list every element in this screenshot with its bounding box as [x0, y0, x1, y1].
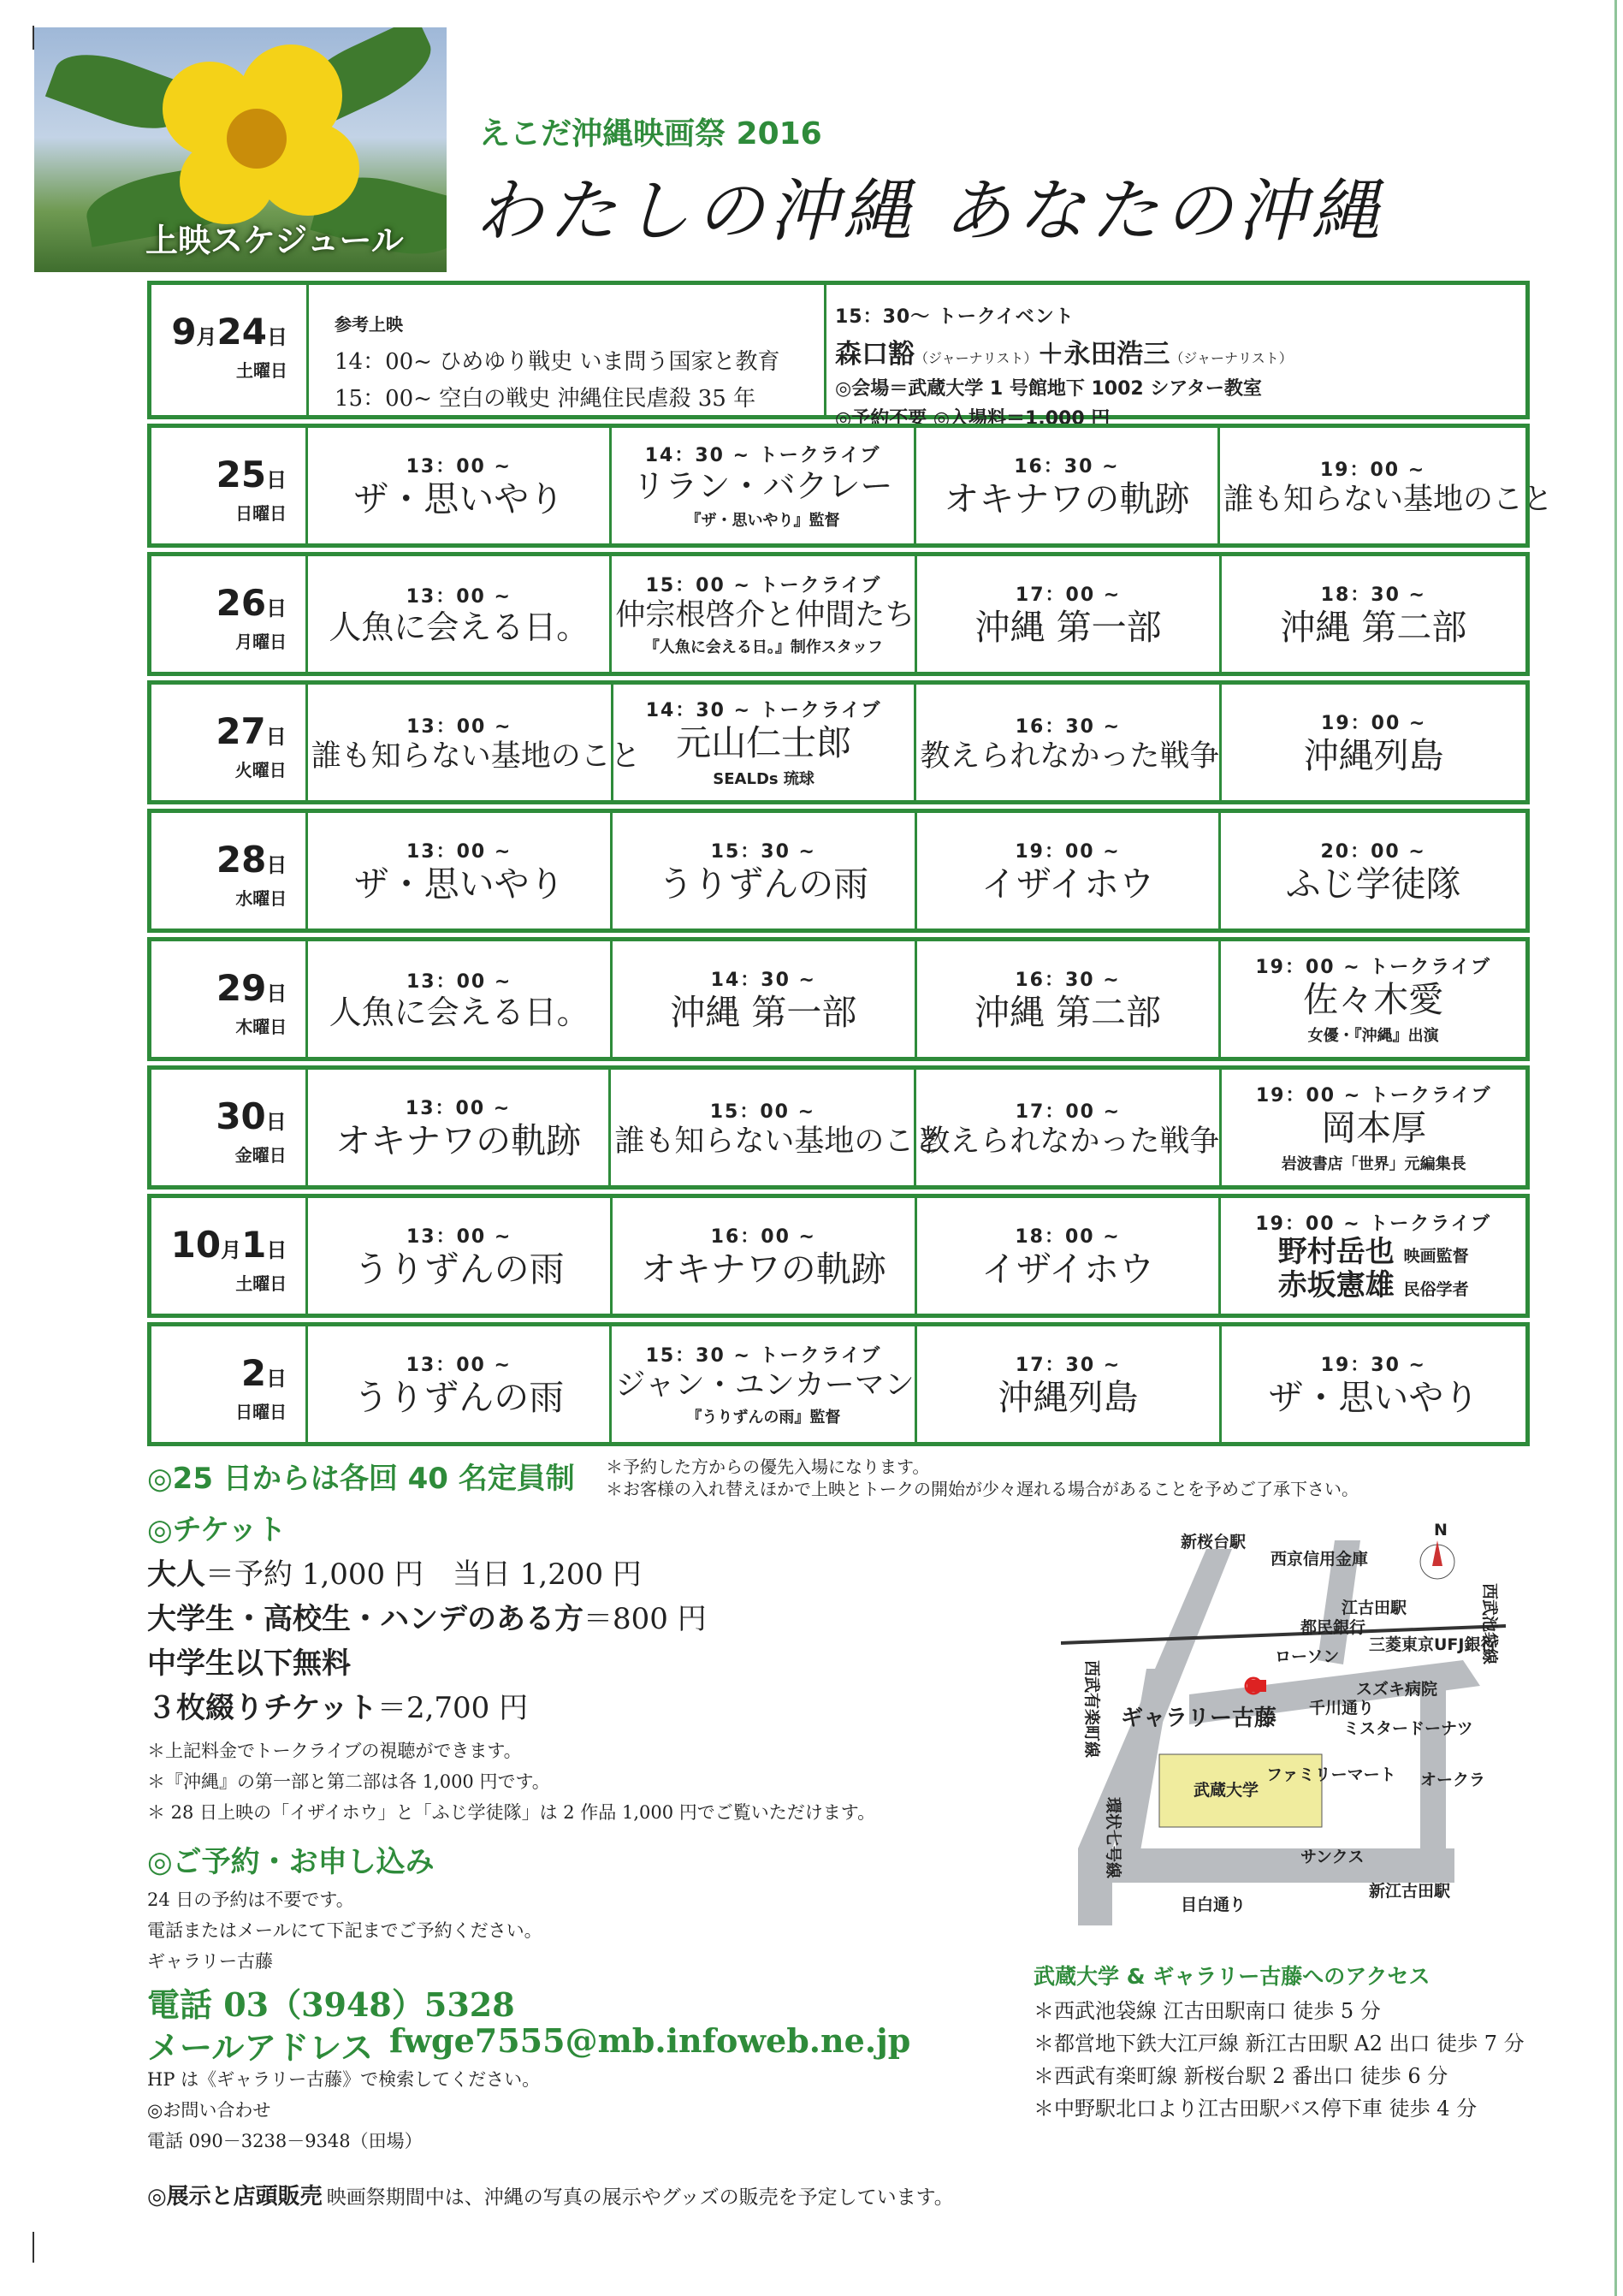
- inquiry-phone: 電話 090－3238－9348（田場）: [147, 2131, 423, 2151]
- tickets-heading: ◎チケット: [147, 1513, 287, 1547]
- event-time: 15：30～ トークイベント: [835, 306, 1075, 328]
- inquiry-label: ◎お問い合わせ: [147, 2100, 271, 2121]
- schedule-row: [147, 552, 1530, 676]
- screening-time: 19：00 ~ トークライブ: [1255, 1213, 1491, 1235]
- gallery-marker-box: [1247, 1680, 1266, 1692]
- screening-title: 教えられなかった戦争: [920, 739, 1220, 774]
- email-address[interactable]: fwge7555@mb.infoweb.ne.jp: [389, 2021, 911, 2060]
- screening-time: 13：00 ~: [406, 1355, 512, 1377]
- weekday-label: 土曜日: [235, 1273, 287, 1294]
- screening-slot: [917, 813, 1222, 928]
- date-number: 26日: [216, 582, 287, 624]
- screening-title: ジャン・ユンカーマン: [615, 1368, 915, 1403]
- ref-line: 14：00~ ひめゆり戦史 いま問う国家と教育: [335, 349, 780, 375]
- header-image: [34, 27, 447, 272]
- screening-time: 16：00 ~: [710, 1226, 816, 1249]
- screening-slot: [612, 556, 917, 672]
- screening-time: 15：00 ~: [709, 1101, 816, 1123]
- map-label-lawson: ローソン: [1275, 1647, 1340, 1666]
- screening-time: 13：00 ~: [406, 456, 512, 478]
- adult-price: 大人＝予約 1,000 円 当日 1,200 円: [147, 1557, 642, 1592]
- screening-note: SEALDs 琉球: [713, 769, 814, 788]
- screening-time: 13：00 ~: [406, 1226, 512, 1249]
- capacity-heading: ◎25 日からは各回 40 名定員制: [147, 1462, 575, 1496]
- weekday-label: 金曜日: [234, 1145, 287, 1166]
- screening-time: 18：00 ~: [1015, 1226, 1121, 1249]
- map-label-tokyo-bank: 都民銀行: [1300, 1618, 1366, 1637]
- screening-note: 女優・『沖縄』出演: [1307, 1026, 1439, 1045]
- screening-note: 『うりずんの雨』監督: [686, 1409, 841, 1427]
- talk-speaker: 野村岳也 映画監督: [1277, 1234, 1469, 1269]
- screening-slot: [1222, 1326, 1525, 1442]
- screening-title: ザ・思いやり: [1268, 1377, 1479, 1419]
- screening-slot: [1222, 556, 1525, 672]
- student-price: 大学生・高校生・ハンデのある方＝800 円: [147, 1602, 707, 1636]
- reservation-line: 電話またはメールにて下記までご予約ください。: [147, 1920, 542, 1941]
- screening-time: 14：30 ~ トークライブ: [645, 700, 882, 722]
- screening-time: 19：00 ~: [1319, 459, 1426, 481]
- schedule-row: [147, 1322, 1530, 1446]
- map-label-mejiro: 目白通り: [1181, 1896, 1247, 1914]
- weekday-label: 土曜日: [236, 360, 287, 381]
- screening-title: 人魚に会える日。: [329, 994, 589, 1032]
- screening-time: 15：00 ~ トークライブ: [645, 574, 882, 596]
- exhibit-label: ◎展示と店頭販売: [147, 2184, 323, 2210]
- map-label-familymart: ファミリーマート: [1266, 1765, 1396, 1784]
- map-label-seibu-ikebukuro: 西武池袋線: [1480, 1583, 1499, 1665]
- email-label: メールアドレス: [147, 2028, 374, 2067]
- reservation-line: ギャラリー古藤: [147, 1951, 273, 1972]
- screening-slot: [917, 1326, 1221, 1442]
- schedule-row: [147, 680, 1530, 804]
- weekday-label: 日曜日: [235, 1402, 287, 1422]
- ref-line: 15：00~ 空白の戦史 沖縄住民虐殺 35 年: [335, 386, 756, 412]
- screening-title: オキナワの軌跡: [335, 1120, 582, 1162]
- access-title: 武蔵大学 & ギャラリー古藤へのアクセス: [1034, 1964, 1430, 1989]
- screening-title: 沖縄 第一部: [974, 607, 1162, 649]
- screening-slot: [308, 1326, 612, 1442]
- screening-title: リラン・バクレー: [632, 467, 893, 506]
- screening-slot: [611, 1070, 945, 1185]
- screening-time: 19：30 ~: [1320, 1355, 1426, 1377]
- date-number: 28日: [216, 839, 287, 881]
- ticket-note: ＊『沖縄』の第一部と第二部は各 1,000 円です。: [147, 1771, 550, 1792]
- screening-time: 19：00 ~ トークライブ: [1255, 957, 1491, 979]
- screening-note: 『ザ・思いやり』監督: [685, 511, 840, 530]
- screening-title: 沖縄 第二部: [1280, 607, 1467, 649]
- screening-title: 人魚に会える日。: [329, 608, 589, 647]
- date-number: 9月24日: [171, 311, 287, 353]
- screening-slot: [917, 556, 1221, 672]
- screening-title: ザ・思いやり: [353, 478, 565, 520]
- set-ticket: ３枚綴りチケット＝2,700 円: [147, 1691, 529, 1725]
- map-label-okura: オークラ: [1420, 1771, 1486, 1789]
- screening-slot: [916, 1070, 1222, 1185]
- date-cell: [151, 556, 308, 672]
- screening-title: 沖縄 第一部: [670, 992, 857, 1034]
- junior-free: 中学生以下無料: [147, 1646, 351, 1681]
- screening-time: 19：00 ~: [1015, 841, 1121, 863]
- talk-speaker: 赤坂憲雄 民俗学者: [1277, 1268, 1469, 1302]
- reservation-line: 24 日の予約は不要です。: [147, 1890, 354, 1910]
- compass-north-label: N: [1434, 1523, 1448, 1540]
- access-line: ＊中野駅北口より江古田駅バス停下車 徒歩 4 分: [1034, 2097, 1478, 2121]
- screening-slot: [917, 941, 1222, 1057]
- map-label-suzuki: スズキ病院: [1356, 1680, 1438, 1699]
- access-line: ＊西武池袋線 江古田駅南口 徒歩 5 分: [1034, 1999, 1381, 2023]
- screening-slot: [1222, 685, 1525, 800]
- screening-slot: [308, 1198, 613, 1314]
- map-label-seibu-bank: 西京信用金庫: [1271, 1550, 1369, 1569]
- map-label-musashi: 武蔵大学: [1194, 1781, 1259, 1800]
- screening-time: 15：30 ~ トークライブ: [645, 1344, 882, 1367]
- screening-title: うりずんの雨: [353, 1377, 565, 1419]
- reservation-heading: ◎ご予約・お申し込み: [147, 1845, 435, 1879]
- screening-title: イザイホウ: [980, 863, 1155, 905]
- weekday-label: 火曜日: [234, 760, 287, 780]
- screening-slot: [308, 941, 613, 1057]
- homepage-note: HP は《ギャラリー古藤》で検索してください。: [147, 2069, 541, 2090]
- date-cell: [151, 941, 308, 1057]
- schedule-row: [147, 424, 1554, 548]
- screening-slot: [1222, 1070, 1525, 1185]
- screening-title: イザイホウ: [980, 1249, 1155, 1290]
- screening-title: 佐々木愛: [1303, 979, 1444, 1021]
- map-label-sunkus: サンクス: [1300, 1848, 1365, 1866]
- schedule-row-24: [147, 281, 1530, 430]
- ref-label: 参考上映: [335, 314, 403, 335]
- date-cell: [151, 1326, 308, 1442]
- ticket-note: ＊上記料金でトークライブの視聴ができます。: [147, 1741, 522, 1761]
- exhibit-text: 映画祭期間中は、沖縄の写真の展示やグッズの販売を予定しています。: [326, 2186, 954, 2209]
- schedule-row: [147, 937, 1530, 1061]
- screening-slot: [916, 685, 1222, 800]
- exhibit-line: [147, 2179, 954, 2210]
- weekday-label: 月曜日: [235, 632, 287, 652]
- reference-screening: [309, 285, 826, 415]
- screening-title: 教えられなかった戦争: [920, 1124, 1220, 1159]
- screening-time: 20：00 ~: [1320, 841, 1426, 863]
- screening-slot: [612, 428, 915, 543]
- screening-time: 17：00 ~: [1015, 1101, 1122, 1123]
- date-cell: [151, 1070, 308, 1185]
- screening-title: ふじ学徒隊: [1285, 863, 1461, 905]
- flower-center: [227, 109, 287, 169]
- screening-title: 誰も知らない基地のこと: [614, 1124, 945, 1159]
- screening-time: 14：30 ~ トークライブ: [644, 445, 881, 467]
- schedule-row: [147, 1194, 1530, 1318]
- map-label-kanshichi: 環状七号線: [1104, 1797, 1122, 1879]
- screening-note: 『人魚に会える日。』制作スタッフ: [643, 638, 883, 657]
- schedule-row: [147, 1065, 1530, 1190]
- screening-slot: [308, 428, 612, 543]
- screening-title: 沖縄 第二部: [974, 992, 1162, 1034]
- screening-time: 17：30 ~: [1015, 1355, 1122, 1377]
- screening-title: 誰も知らない基地のこと: [1223, 482, 1554, 517]
- map-label-mister-donut: ミスタードーナツ: [1343, 1719, 1473, 1738]
- access-line: ＊都営地下鉄大江戸線 新江古田駅 A2 出口 徒歩 7 分: [1034, 2032, 1525, 2056]
- screening-slot: [613, 941, 917, 1057]
- date-cell: [151, 813, 308, 928]
- screening-slot: [916, 428, 1220, 543]
- screening-slot: [1221, 813, 1525, 928]
- screening-title: うりずんの雨: [658, 863, 869, 905]
- talk-event: [826, 285, 1525, 430]
- venue-info: ◎会場＝武蔵大学 1 号館地下 1002 シアター教室: [835, 378, 1262, 400]
- festival-name: えこだ沖縄映画祭 2016: [479, 116, 822, 151]
- date-cell: [151, 685, 308, 800]
- speaker-role: （ジャーナリスト）: [1170, 350, 1293, 366]
- screening-time: 16：30 ~: [1015, 715, 1122, 738]
- festival-subtitle: わたしの沖縄 あなたの沖縄: [475, 171, 1385, 251]
- screening-title: 元山仁士郎: [676, 722, 852, 764]
- screening-slot: [613, 685, 917, 800]
- access-map: [1061, 1523, 1506, 1934]
- booking-info: ◎予約不要 ◎入場料＝1,000 円: [835, 408, 1111, 430]
- weekday-label: 木曜日: [235, 1017, 287, 1037]
- screening-title: 仲宗根啓介と仲間たち: [615, 597, 915, 632]
- weekday-label: 日曜日: [235, 503, 287, 524]
- date-number: 2日: [240, 1352, 287, 1394]
- screening-time: 18：30 ~: [1320, 584, 1426, 607]
- phone-number: 電話 03（3948）5328: [147, 1985, 515, 2024]
- screening-title: 沖縄列島: [1303, 735, 1444, 777]
- screening-slot: [1220, 428, 1554, 543]
- access-line: ＊西武有楽町線 新桜台駅 2 番出口 徒歩 6 分: [1034, 2064, 1448, 2088]
- speaker-name: 森口豁: [835, 339, 915, 370]
- date-number: 10月1日: [170, 1224, 287, 1266]
- plus-sign: ＋: [1037, 339, 1064, 370]
- screening-time: 14：30 ~: [710, 970, 816, 992]
- screening-time: 16：30 ~: [1014, 456, 1120, 478]
- screening-slot: [308, 556, 612, 672]
- date-number: 30日: [216, 1095, 287, 1137]
- screening-slot: [613, 813, 917, 928]
- screening-slot: [308, 813, 613, 928]
- map-label-gallery: ギャラリー古藤: [1121, 1706, 1277, 1731]
- screening-slot: [613, 1198, 917, 1314]
- screening-time: 13：00 ~: [405, 1098, 512, 1120]
- capacity-note: ＊予約した方からの優先入場になります。: [606, 1457, 930, 1477]
- screening-title: 岡本厚: [1321, 1107, 1427, 1149]
- screening-title: 沖縄列島: [998, 1377, 1139, 1419]
- screening-time: 15：30 ~: [710, 841, 816, 863]
- screening-time: 19：00 ~ トークライブ: [1255, 1085, 1492, 1107]
- screening-slot: [308, 1070, 612, 1185]
- screening-time: 13：00 ~: [406, 586, 512, 608]
- schedule-row: [147, 809, 1530, 933]
- map-label-shinsakuradai: 新桜台駅: [1181, 1533, 1247, 1551]
- screening-slot: [612, 1326, 917, 1442]
- date-number: 25日: [216, 454, 287, 495]
- crop-mark: [33, 2232, 34, 2263]
- screening-title: うりずんの雨: [353, 1249, 565, 1290]
- screening-time: 13：00 ~: [406, 971, 512, 994]
- speaker-role: （ジャーナリスト）: [915, 350, 1038, 366]
- date-number: 29日: [216, 967, 287, 1009]
- map-label-ekoda-station: 江古田駅: [1342, 1599, 1407, 1617]
- screening-title: オキナワの軌跡: [640, 1249, 886, 1290]
- image-caption: 上映スケジュール: [145, 222, 404, 259]
- screening-slot: [917, 1198, 1222, 1314]
- screening-title: 誰も知らない基地のこと: [311, 739, 641, 774]
- screening-slot: [1221, 1198, 1525, 1314]
- map-label-senkawa: 千川通り: [1309, 1699, 1375, 1718]
- screening-time: 19：00 ~: [1321, 713, 1427, 735]
- page-edge: [1614, 0, 1617, 2296]
- screening-time: 17：00 ~: [1015, 584, 1122, 607]
- weekday-label: 水曜日: [235, 888, 287, 909]
- screening-time: 16：30 ~: [1015, 970, 1121, 992]
- date-cell: [151, 1198, 308, 1314]
- map-label-mitsubishi: 三菱東京UFJ銀行: [1369, 1635, 1497, 1654]
- speaker-name: 永田浩三: [1063, 339, 1170, 370]
- map-label-shin-ekoda: 新江古田駅: [1369, 1882, 1451, 1901]
- screening-title: ザ・思いやり: [353, 863, 565, 905]
- screening-note: 岩波書店「世界」元編集長: [1281, 1154, 1466, 1173]
- screening-slot: [308, 685, 641, 800]
- date-cell: [151, 428, 308, 543]
- screening-slot: [1221, 941, 1525, 1057]
- screening-time: 13：00 ~: [406, 715, 512, 738]
- date-number: 27日: [216, 710, 287, 752]
- date-cell: [151, 285, 309, 415]
- event-speakers: [835, 332, 1525, 371]
- screening-time: 13：00 ~: [406, 841, 512, 863]
- screening-title: オキナワの軌跡: [944, 478, 1190, 520]
- capacity-note: ＊お客様の入れ替えほかで上映とトークの開始が少々遅れる場合があることを予めご了承下さい。: [606, 1479, 1359, 1499]
- map-label-seibu-yurakucho: 西武有楽町線: [1082, 1660, 1101, 1759]
- ticket-note: ＊ 28 日上映の「イザイホウ」と「ふじ学徒隊」は 2 作品 1,000 円でご覧いただけます。: [147, 1802, 876, 1823]
